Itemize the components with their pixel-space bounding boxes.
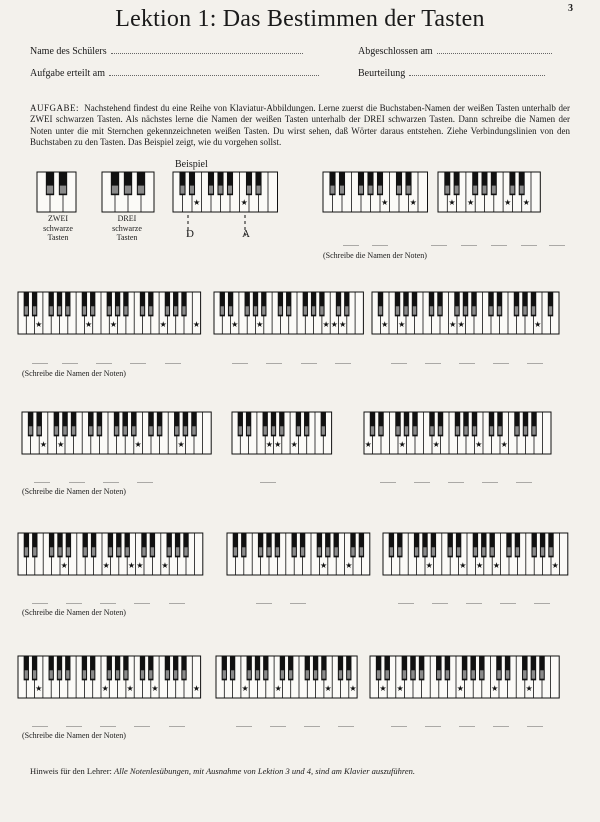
star-marker: ★: [459, 561, 467, 570]
star-marker: ★: [475, 440, 483, 449]
example-keyboard: [173, 172, 278, 212]
answer-blank: ........: [448, 476, 464, 485]
star-marker: ★: [35, 684, 43, 693]
star-marker: ★: [57, 440, 65, 449]
legend-three-black-keyboard: [102, 172, 154, 212]
answer-blank: ........: [134, 597, 150, 606]
star-marker: ★: [398, 440, 406, 449]
answer-blank: ........: [32, 357, 48, 366]
answer-blank: ........: [266, 357, 282, 366]
keyboard-r1-a: [323, 172, 428, 248]
keyboard-r1-b: [431, 172, 565, 248]
star-marker: ★: [466, 198, 475, 207]
star-marker: ★: [274, 440, 282, 449]
answer-blank: ........: [482, 476, 498, 485]
star-marker: ★: [432, 440, 440, 449]
answer-blank: ........: [32, 720, 48, 729]
write-note-row3: (Schreibe die Namen der Noten): [22, 487, 126, 496]
answer-blank: ........: [534, 597, 550, 606]
assigned-label: Aufgabe erteilt am: [30, 68, 105, 79]
keyboard-r5-a: [18, 656, 201, 729]
star-marker: ★: [193, 198, 201, 207]
write-note-row2: (Schreibe die Namen der Noten): [22, 369, 126, 378]
answer-blank: ........: [391, 720, 407, 729]
star-marker: ★: [127, 561, 135, 570]
answer-blank: ........: [414, 476, 430, 485]
star-marker: ★: [425, 561, 433, 570]
star-marker: ★: [324, 684, 332, 693]
star-marker: ★: [161, 561, 169, 570]
answer-blank: ........: [527, 720, 543, 729]
answer-blank: ........: [461, 239, 477, 248]
answer-blank: ........: [256, 597, 272, 606]
answer-blank: ........: [236, 720, 252, 729]
write-note-row1: (Schreibe die Namen der Noten): [323, 251, 427, 260]
answer-blank: ........: [32, 597, 48, 606]
answer-blank: ........: [493, 357, 509, 366]
star-marker: ★: [500, 440, 508, 449]
star-marker: ★: [290, 440, 298, 449]
star-marker: ★: [256, 320, 264, 329]
star-marker: ★: [35, 320, 43, 329]
example-label: Beispiel: [175, 159, 208, 170]
keyboard-r5-c: [370, 656, 559, 729]
keyboard-r3-b: [232, 412, 332, 485]
answer-blank: ........: [431, 239, 447, 248]
star-marker: ★: [151, 684, 159, 693]
star-marker: ★: [409, 198, 417, 207]
answer-blank: ........: [137, 476, 153, 485]
answer-blank: ........: [290, 597, 306, 606]
star-marker: ★: [379, 684, 387, 693]
star-marker: ★: [345, 561, 353, 570]
star-marker: ★: [102, 561, 110, 570]
star-marker: ★: [525, 684, 533, 693]
rating-label: Beurteilung: [358, 68, 406, 79]
star-marker: ★: [60, 561, 68, 570]
answer-blank: ........: [100, 720, 116, 729]
star-marker: ★: [448, 198, 456, 207]
answer-blank: ........: [34, 476, 50, 485]
answer-blank: ........: [96, 357, 112, 366]
star-marker: ★: [192, 320, 201, 329]
keyboard-r2-b: [214, 292, 363, 366]
keyboard-r3-a: [22, 412, 211, 485]
star-marker: ★: [265, 440, 273, 449]
star-marker: ★: [101, 684, 109, 693]
answer-blank: ........: [398, 597, 414, 606]
task-label: AUFGABE:: [30, 103, 80, 113]
completed-label: Abgeschlossen am: [358, 46, 433, 57]
answer-blank: ........: [169, 597, 185, 606]
two-black-caption: ZWEI schwarze Tasten: [43, 214, 73, 242]
star-marker: ★: [231, 320, 239, 329]
answer-blank: ........: [527, 357, 543, 366]
write-note-row5: (Schreibe die Namen der Noten): [22, 731, 126, 740]
answer-blank: ........: [169, 720, 185, 729]
answer-blank: ........: [343, 239, 359, 248]
page-title: Lektion 1: Das Bestimmen der Tasten: [115, 6, 485, 32]
star-marker: ★: [274, 684, 282, 693]
answer-blank: ........: [521, 239, 537, 248]
star-marker: ★: [84, 320, 93, 329]
keyboard-r2-c: [372, 292, 559, 366]
answer-blank: ........: [391, 357, 407, 366]
star-marker: ★: [349, 684, 357, 693]
star-marker: ★: [396, 684, 404, 693]
keyboard-r4-c: [383, 533, 568, 606]
answer-blank: ........: [338, 720, 354, 729]
answer-blank: ........: [260, 476, 276, 485]
star-marker: ★: [381, 320, 389, 329]
answer-blank: ........: [270, 720, 286, 729]
star-marker: ★: [339, 320, 347, 329]
answer-blank: ........: [466, 597, 482, 606]
answer-blank: ........: [425, 720, 441, 729]
star-marker: ★: [192, 684, 201, 693]
write-note-row4: (Schreibe die Namen der Noten): [22, 608, 126, 617]
star-marker: ★: [456, 684, 464, 693]
star-marker: ★: [491, 684, 499, 693]
star-marker: ★: [126, 684, 134, 693]
answer-blank: ........: [459, 720, 475, 729]
answer-blank: ........: [130, 357, 146, 366]
keyboard-r2-a: [18, 292, 201, 366]
answer-blank: ........: [372, 239, 388, 248]
answer-blank: ........: [491, 239, 507, 248]
star-marker: ★: [159, 320, 167, 329]
example-answer-1: D: [186, 228, 194, 240]
star-marker: ★: [134, 440, 142, 449]
keyboard-r4-b: [227, 533, 370, 606]
star-marker: ★: [476, 561, 484, 570]
star-marker: ★: [39, 440, 48, 449]
star-marker: ★: [364, 440, 372, 449]
answer-blank: ........: [459, 357, 475, 366]
answer-blank: ........: [304, 720, 320, 729]
star-marker: ★: [320, 561, 328, 570]
star-marker: ★: [109, 320, 118, 329]
student-name-label: Name des Schülers: [30, 46, 107, 57]
task-text: Nachstehend findest du eine Reihe von Klaviatur-Abbildungen. Lerne zuerst die Buchstaben-Namen der weißen Tasten unterhalb der ZWEI schwarzen Tasten. Als nächstes lerne die Namen der weißen Tasten unterhalb der DREI schwarzen Tasten. Dann schreibe die Namen der Noten unter die mit Sternchen gekennzeichneten weißen Tasten. Du wirst sehen, daß Wörter daraus entstehen. Ziehe Verbindungslinien von den Buchstaben zu den Tasten. Das Beispiel zeigt, wie du vorgehen sollst.: [30, 103, 570, 148]
star-marker: ★: [534, 320, 542, 329]
example-answer-2: A: [242, 228, 250, 240]
answer-blank: ........: [493, 720, 509, 729]
answer-blank: ........: [69, 476, 85, 485]
keyboard-r3-c: [364, 412, 551, 485]
star-marker: ★: [522, 198, 530, 207]
star-marker: ★: [136, 561, 144, 570]
answer-blank: ........: [335, 357, 351, 366]
answer-blank: ........: [500, 597, 516, 606]
hint-text: Alle Notenlesübungen, mit Ausnahme von Lektion 3 und 4, sind am Klavier auszuführen.: [114, 766, 416, 776]
keyboard-r4-a: [18, 533, 203, 606]
answer-blank: ........: [425, 357, 441, 366]
star-marker: ★: [240, 198, 248, 207]
star-marker: ★: [398, 320, 406, 329]
hint-label: Hinweis für den Lehrer:: [30, 766, 112, 776]
star-marker: ★: [241, 684, 249, 693]
star-marker: ★: [322, 320, 330, 329]
answer-blank: ........: [232, 357, 248, 366]
answer-blank: ........: [549, 239, 565, 248]
answer-blank: ........: [301, 357, 317, 366]
answer-blank: ........: [66, 720, 82, 729]
star-marker: ★: [381, 198, 389, 207]
legend-two-black-keyboard: [37, 172, 76, 212]
answer-blank: ........: [103, 476, 119, 485]
answer-blank: ........: [165, 357, 181, 366]
answer-blank: ........: [380, 476, 396, 485]
star-marker: ★: [457, 320, 465, 329]
answer-blank: ........: [134, 720, 150, 729]
answer-blank: ........: [66, 597, 82, 606]
three-black-caption: DREI schwarze Tasten: [112, 214, 142, 242]
answer-blank: ........: [62, 357, 78, 366]
star-marker: ★: [449, 320, 457, 329]
answer-blank: ........: [100, 597, 116, 606]
answer-blank: ........: [432, 597, 448, 606]
star-marker: ★: [492, 561, 500, 570]
keyboard-r5-b: [216, 656, 357, 729]
star-marker: ★: [330, 320, 338, 329]
star-marker: ★: [551, 561, 559, 570]
answer-blank: ........: [516, 476, 532, 485]
star-marker: ★: [177, 440, 185, 449]
star-marker: ★: [504, 198, 512, 207]
page-number: 3: [568, 3, 573, 14]
